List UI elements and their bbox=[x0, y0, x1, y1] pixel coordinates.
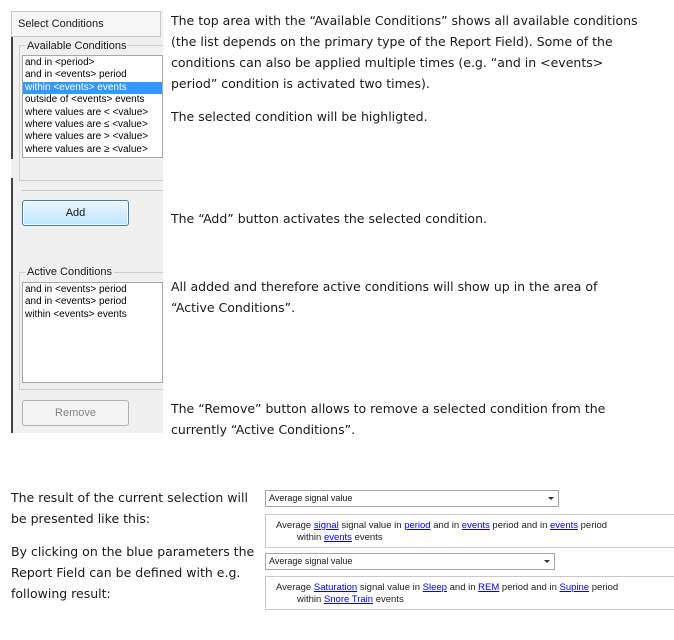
click-desc-line: following result: bbox=[11, 586, 111, 601]
period-parameter-link[interactable]: Sleep bbox=[422, 582, 447, 593]
remove-button[interactable]: Remove bbox=[22, 400, 129, 426]
result-text: period and in bbox=[501, 582, 557, 593]
result-text: signal value in bbox=[341, 520, 402, 531]
remove-desc-line: currently “Active Conditions”. bbox=[171, 422, 356, 437]
remove-desc-line: The “Remove” button allows to remove a selected condition from the bbox=[171, 401, 606, 416]
events-parameter-link[interactable]: REM bbox=[478, 582, 500, 593]
available-description bbox=[171, 10, 671, 94]
condition-item[interactable]: where values are ≥ <value> bbox=[25, 143, 148, 155]
result-text: events bbox=[354, 532, 383, 543]
available-desc-line: period” condition is activated two times). bbox=[171, 76, 430, 91]
result-text: within bbox=[297, 532, 322, 543]
result-text: period and in bbox=[492, 520, 548, 531]
condition-item[interactable]: where values are < <value> bbox=[25, 106, 149, 118]
click-description bbox=[11, 541, 261, 604]
available-desc-line: The top area with the “Available Conditions” shows all available conditions bbox=[171, 13, 638, 28]
result-text: events bbox=[375, 594, 404, 605]
condition-item[interactable]: and in <events> period bbox=[25, 284, 127, 295]
result-text: Average bbox=[276, 520, 312, 531]
active-conditions-label: Active Conditions bbox=[27, 266, 112, 278]
available-conditions-label: Available Conditions bbox=[27, 40, 127, 52]
condition-item[interactable]: and in <events> period bbox=[25, 69, 127, 81]
selected-description: The selected condition will be highligted. bbox=[171, 109, 428, 124]
result-text: and in bbox=[449, 582, 476, 593]
separator bbox=[22, 190, 163, 191]
add-description: The “Add” button activates the selected condition. bbox=[171, 211, 487, 226]
signal-parameter-link[interactable]: Saturation bbox=[313, 582, 358, 593]
available-desc-line: conditions can also be applied multiple times (e.g. “and in <events> bbox=[171, 55, 604, 70]
active-description bbox=[171, 276, 671, 318]
result-text: Average bbox=[276, 582, 312, 593]
dialog-left-edge-lower bbox=[11, 178, 13, 433]
dialog-left-edge bbox=[11, 37, 13, 159]
condition-item[interactable]: and in <events> period bbox=[25, 296, 127, 308]
events-parameter-link[interactable]: events bbox=[550, 520, 578, 531]
result-desc-line: The result of the current selection will bbox=[11, 490, 248, 505]
condition-item[interactable]: where values are ≤ <value> bbox=[25, 119, 148, 131]
available-conditions-list[interactable] bbox=[22, 55, 163, 158]
chevron-down-icon[interactable] bbox=[544, 560, 550, 563]
condition-item[interactable]: outside of <events> events bbox=[25, 94, 145, 106]
events-parameter-link[interactable]: Supine bbox=[559, 582, 590, 593]
report-field-result-defined bbox=[265, 576, 674, 610]
events-parameter-link[interactable]: events bbox=[461, 520, 490, 531]
result-description bbox=[11, 487, 261, 529]
report-type-select[interactable] bbox=[265, 553, 555, 570]
remove-description bbox=[171, 398, 671, 440]
period-parameter-link[interactable]: period bbox=[404, 520, 431, 531]
condition-item[interactable]: and in <period> bbox=[25, 57, 95, 68]
result-text: period bbox=[580, 520, 608, 531]
condition-item[interactable]: where values are > <value> bbox=[25, 131, 149, 143]
active-conditions-list[interactable] bbox=[22, 282, 163, 383]
result-text: and in bbox=[433, 520, 460, 531]
condition-item[interactable]: within <events> events bbox=[23, 82, 162, 94]
active-desc-line: All added and therefore active conditions will show up in the area of bbox=[171, 279, 598, 294]
report-field-result bbox=[265, 514, 674, 548]
select-value: Average signal value bbox=[269, 493, 353, 503]
result-text: within bbox=[297, 594, 322, 605]
active-desc-line: “Active Conditions”. bbox=[171, 300, 296, 315]
events-parameter-link[interactable]: Snore Train bbox=[323, 594, 374, 605]
condition-item[interactable]: within <events> events bbox=[25, 308, 127, 320]
result-text: signal value in bbox=[359, 582, 421, 593]
signal-parameter-link[interactable]: signal bbox=[313, 520, 339, 531]
available-desc-line: (the list depends on the primary type of the Report Field). Some of the bbox=[171, 34, 613, 49]
result-desc-line: be presented like this: bbox=[11, 511, 151, 526]
result-text: period bbox=[591, 582, 619, 593]
dialog-title: Select Conditions bbox=[11, 11, 161, 37]
events-parameter-link[interactable]: events bbox=[323, 532, 352, 543]
report-type-select[interactable] bbox=[265, 490, 559, 507]
select-value: Average signal value bbox=[269, 556, 353, 566]
click-desc-line: Report Field can be defined with e.g. bbox=[11, 565, 241, 580]
chevron-down-icon[interactable] bbox=[548, 497, 554, 500]
add-button[interactable]: Add bbox=[22, 200, 129, 226]
click-desc-line: By clicking on the blue parameters the bbox=[11, 544, 255, 559]
